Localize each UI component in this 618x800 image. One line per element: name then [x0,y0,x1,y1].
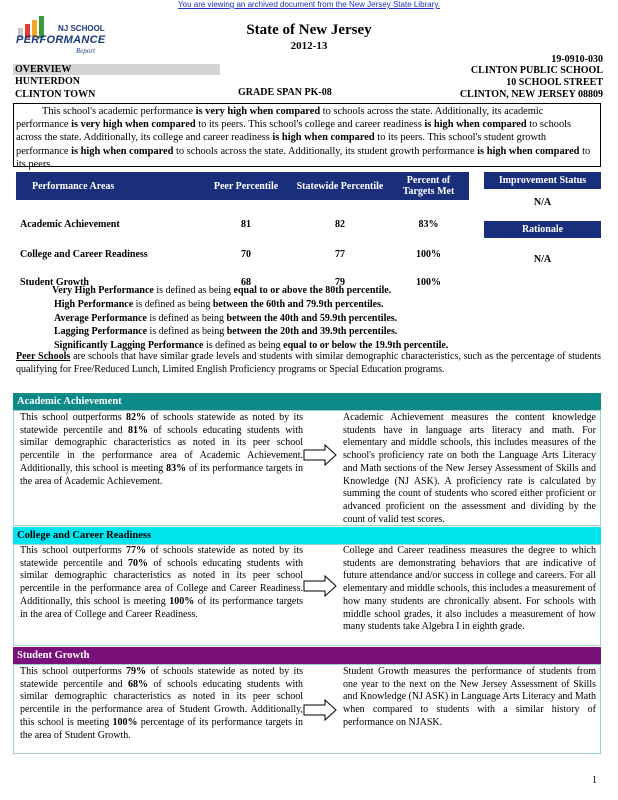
table-row [16,200,469,230]
row-peer: 68 [241,277,251,288]
logo-line3: Report [76,47,96,55]
row-state: 82 [335,219,345,230]
college-summary-text: This school outperforms 77% of schools statewide as noted by its statewide percentile and 70% of schools educating students with similar demographic characteristics as noted in its peer school percentile in the performance area of College and Career Readiness. Additionally, this school is meeting 100% of its performance targets in the area of College and Career Readiness. [20,545,304,620]
school-code: 19-0910-030 [551,54,603,65]
improvement-status-value: N/A [533,197,552,208]
academic-description: Academic Achievement measures the content knowledge students have in language arts literacy and math. For elementary and middle schools, this includes measures of the school's proficiency rate on both the Language Arts Literacy and Math sections of the New Jersey Assessment of Skills and Knowledge (NJ ASK). A proficiency rate is calculated by summing the count of students who scored either proficient or advanced proficient on the assessment and dividing by the count of valid test scores. [343,412,596,525]
header-percent-targets-met: Percent of Targets Met [388,172,469,200]
performance-table [16,172,469,288]
header-statewide-percentile: Statewide Percentile [292,172,388,200]
college-description: College and Career readiness measures the degree to which students are demonstrating behaviors that are indicative of future attendance and/or success in college and careers. For all elementary and middle schools, this includes a measurement of how many students are chronically absent. For schools with middle school grades, it also includes a measurement of how many students take Algebra I in eighth grade. [343,545,596,633]
school-year: 2012-13 [290,40,328,52]
page-number: 1 [592,775,597,786]
definition-item: Average Performance is defined as being between the 40th and 59.9th percentiles. [54,312,398,324]
page-title: State of New Jersey [246,22,372,38]
row-area: Student Growth [20,277,89,288]
peer-schools-description: Peer Schools are schools that have similar grade levels and students with similar demographic characteristics, such as the percentage of students qualifying for Free/Reduced Lunch, Limited English Proficiency programs or Special Education programs. [16,351,601,375]
logo-line2: PERFORMANCE [16,34,106,46]
rationale-header: Rationale [484,221,601,238]
overview-label: OVERVIEW [13,64,220,75]
table-row [16,230,469,260]
row-targets: 100% [416,277,441,288]
grade-span: GRADE SPAN PK-08 [238,87,332,98]
archived-notice-link[interactable]: You are viewing an archived document from the New Jersey State Library. [178,0,440,9]
row-area: College and Career Readiness [20,249,148,260]
school-street: 10 SCHOOL STREET [506,77,603,88]
definition-item: Lagging Performance is defined as being between the 20th and 39.9th percentiles. [54,326,398,338]
school-city: CLINTON, NEW JERSEY 08809 [459,89,603,100]
section-header-growth: Student Growth [13,647,601,664]
logo-line1: NJ SCHOOL [58,24,105,33]
header-peer-percentile: Peer Percentile [200,172,292,200]
district-name: CLINTON TOWN [15,89,96,100]
arrow-right-icon [303,699,337,721]
row-targets: 100% [416,249,441,260]
definition-item: Significantly Lagging Performance is defined as being equal to or below the 19.9th percentile. [54,340,449,352]
growth-description: Student Growth measures the performance of students from one year to the next on the New Jersey Assessment of Skills and Knowledge (NJ ASK) in Language Arts Literacy and Math when compared to students with a similar history of performance on NJASK. [343,666,596,728]
definition-item: Very High Performance is defined as being equal to or above the 80th percentile. [52,285,392,296]
row-peer: 70 [241,249,251,260]
school-name: CLINTON PUBLIC SCHOOL [470,65,603,76]
header-performance-areas: Performance Areas [16,172,200,200]
performance-summary: This school's academic performance is very high when compared to schools across the state. Additionally, its academic performance is very high when compared to its peers. This school's college and career readiness is high when compared to schools across the state. Additionally, its college and career readiness is high when compared to its peers. This school's student growth performance is high when compared to schools across the state. Additionally, its student growth performance is high when compared to its peers. [13,103,601,167]
table-header-row [16,172,469,200]
improvement-status-header: Improvement Status [484,172,601,189]
performance-definitions [52,284,448,353]
row-state: 79 [335,277,345,288]
arrow-right-icon [303,444,337,466]
row-peer: 81 [241,219,251,230]
row-area: Academic Achievement [20,219,120,230]
county-name: HUNTERDON [15,76,81,87]
row-state: 77 [335,249,345,260]
row-targets: 83% [418,219,439,230]
section-header-college: College and Career Readiness [13,527,601,544]
section-header-academic: Academic Achievement [13,393,601,410]
growth-summary-text: This school outperforms 79% of schools statewide as noted by its statewide percentile and 68% of schools educating students with similar demographic characteristics as noted in its peer school percentile in the performance area of Student Growth. Additionally, this school is meeting 100% percentage of its performance targets in the area of Student Growth. [20,666,304,741]
academic-summary-text: This school outperforms 82% of schools statewide as noted by its statewide percentile and 81% of schools educating students with similar demographic characteristics as noted in its peer school percentile in the performance area of Academic Achievement. Additionally, this school is meeting 83% of its performance targets in the area of Academic Achievement. [20,412,304,487]
definition-item: High Performance is defined as being between the 60th and 79.9th percentiles. [54,298,384,310]
rationale-value: N/A [533,254,552,265]
arrow-right-icon [303,575,337,597]
